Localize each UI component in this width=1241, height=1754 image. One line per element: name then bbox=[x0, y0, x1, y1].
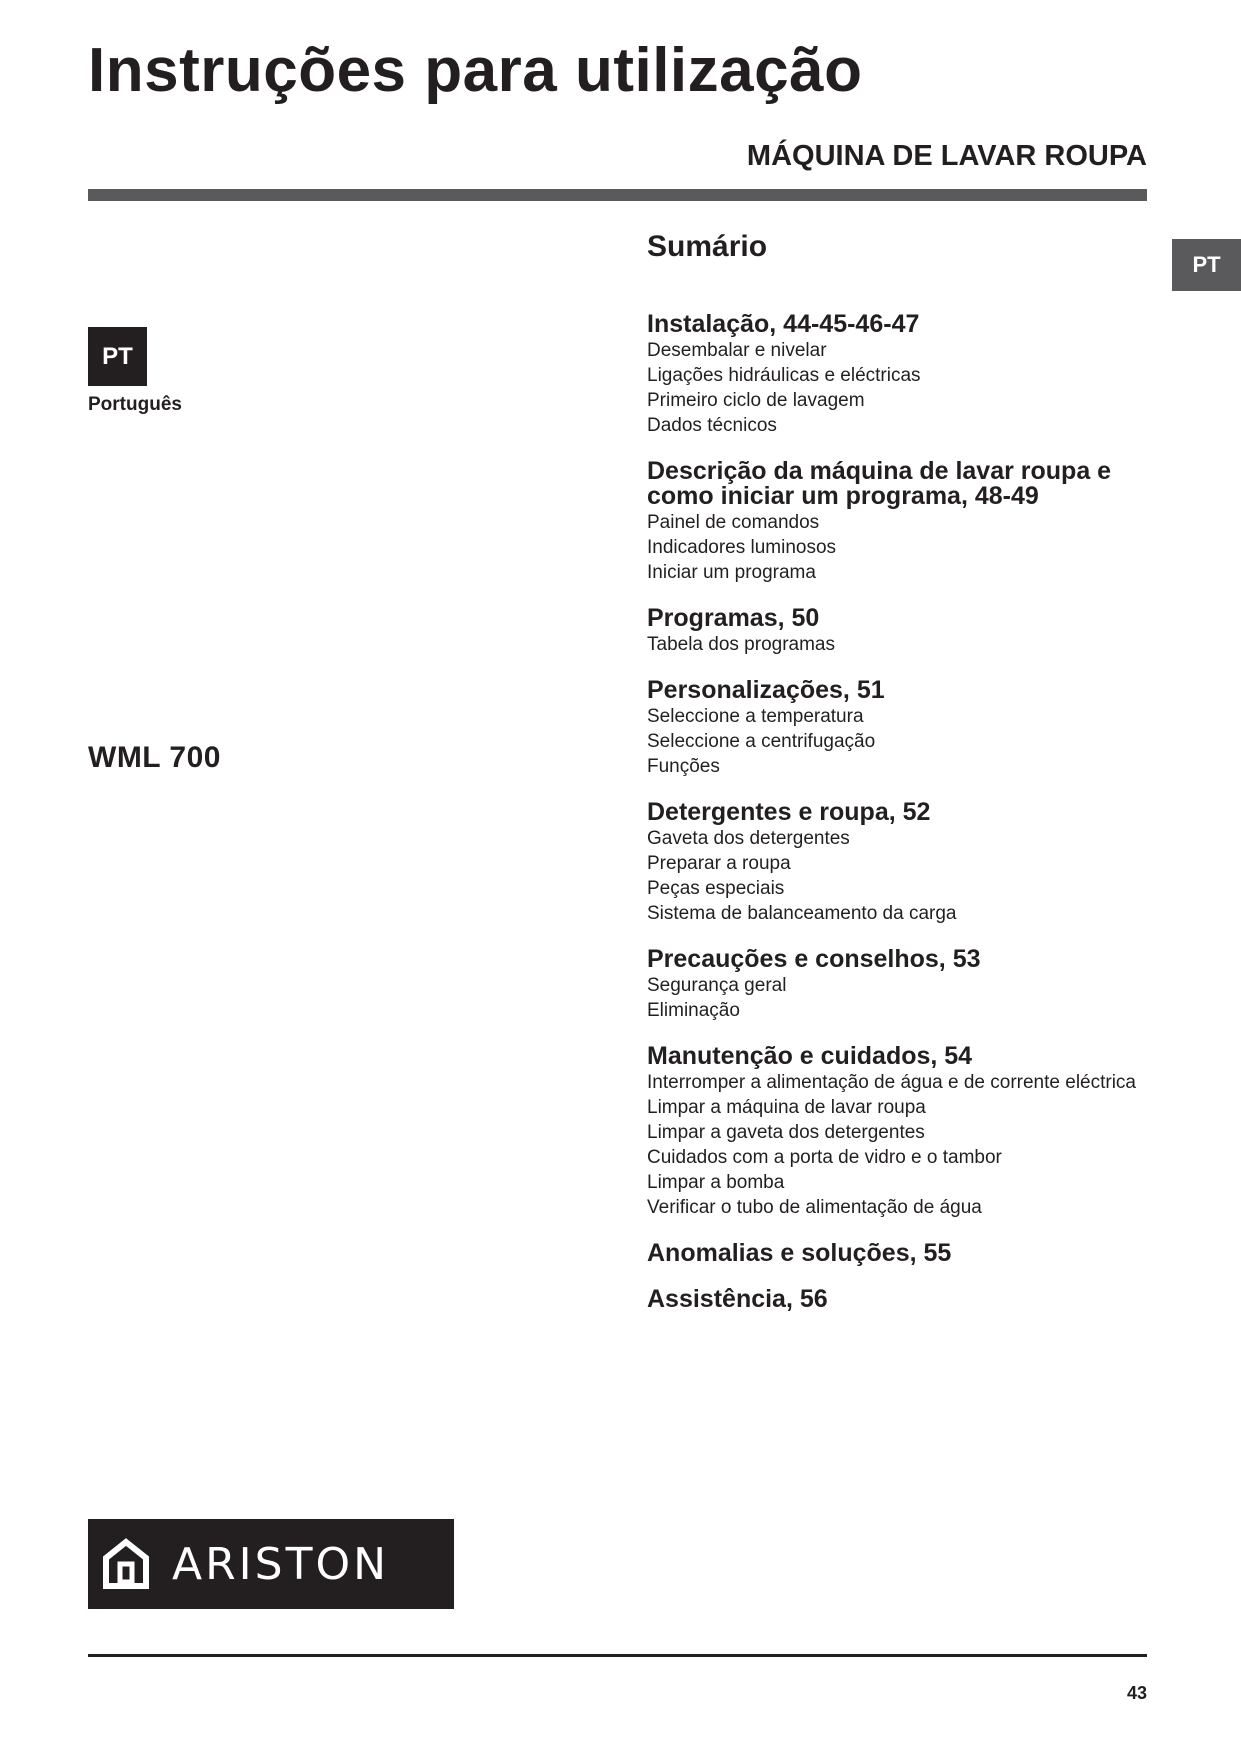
toc-item: Peças especiais bbox=[647, 878, 785, 899]
model-name: WML 700 bbox=[88, 741, 221, 774]
toc-section-heading: Instalação, 44-45-46-47 bbox=[647, 310, 920, 338]
page-title: Instruções para utilização bbox=[88, 36, 863, 105]
language-badge: PT bbox=[88, 327, 147, 386]
toc-item: Gaveta dos detergentes bbox=[647, 828, 850, 849]
toc-item-list bbox=[647, 826, 1147, 926]
toc-section bbox=[647, 1241, 1147, 1266]
brand-name: ARISTON bbox=[172, 1538, 390, 1590]
toc-item: Seleccione a centrifugação bbox=[647, 731, 876, 752]
toc-item-list bbox=[647, 973, 1147, 1023]
toc-section-heading: Precauções e conselhos, 53 bbox=[647, 945, 981, 973]
toc-item-list bbox=[647, 338, 1147, 438]
toc-section bbox=[647, 947, 1147, 1023]
toc-item: Desembalar e nivelar bbox=[647, 340, 827, 361]
language-name: Português bbox=[88, 394, 182, 415]
toc-section bbox=[647, 312, 1147, 438]
toc-item: Tabela dos programas bbox=[647, 634, 835, 655]
toc-item: Painel de comandos bbox=[647, 512, 820, 533]
toc-item-list bbox=[647, 1070, 1147, 1220]
toc-item: Seleccione a temperatura bbox=[647, 706, 864, 727]
header-divider bbox=[88, 189, 1147, 201]
toc-item: Interromper a alimentação de água e de corrente eléctrica bbox=[647, 1072, 1136, 1093]
toc-item: Limpar a gaveta dos detergentes bbox=[647, 1122, 925, 1143]
toc-item: Indicadores luminosos bbox=[647, 537, 837, 558]
toc-section-heading: Personalizações, 51 bbox=[647, 676, 885, 704]
toc-item: Ligações hidráulicas e eléctricas bbox=[647, 365, 921, 386]
product-subtitle: MÁQUINA DE LAVAR ROUPA bbox=[746, 140, 1147, 172]
toc-section bbox=[647, 459, 1147, 585]
toc-title: Sumário bbox=[647, 230, 768, 263]
toc-item: Segurança geral bbox=[647, 975, 787, 996]
toc-section-heading: Descrição da máquina de lavar roupa e como iniciar um programa, 48-49 bbox=[647, 457, 1112, 510]
ariston-logo bbox=[88, 1519, 454, 1609]
toc-item: Verificar o tubo de alimentação de água bbox=[647, 1197, 982, 1218]
toc-item: Primeiro ciclo de lavagem bbox=[647, 390, 865, 411]
page-number: 43 bbox=[1126, 1683, 1147, 1703]
toc-item: Cuidados com a porta de vidro e o tambor bbox=[647, 1147, 1002, 1168]
footer-divider bbox=[88, 1654, 1147, 1657]
toc-item-list bbox=[647, 704, 1147, 779]
toc-section-heading: Anomalias e soluções, 55 bbox=[647, 1239, 952, 1267]
table-of-contents bbox=[647, 312, 1147, 1333]
toc-item: Preparar a roupa bbox=[647, 853, 791, 874]
toc-item: Funções bbox=[647, 756, 720, 777]
toc-section-heading: Assistência, 56 bbox=[647, 1285, 828, 1313]
toc-item: Iniciar um programa bbox=[647, 562, 816, 583]
toc-section bbox=[647, 678, 1147, 779]
toc-item: Sistema de balanceamento da carga bbox=[647, 903, 957, 924]
toc-item: Limpar a bomba bbox=[647, 1172, 785, 1193]
toc-section-heading: Manutenção e cuidados, 54 bbox=[647, 1042, 973, 1070]
toc-section bbox=[647, 1044, 1147, 1220]
toc-item: Dados técnicos bbox=[647, 415, 777, 436]
toc-item: Limpar a máquina de lavar roupa bbox=[647, 1097, 926, 1118]
toc-item-list bbox=[647, 510, 1147, 585]
language-side-tab: PT bbox=[1172, 239, 1241, 291]
toc-section-heading: Detergentes e roupa, 52 bbox=[647, 798, 931, 826]
toc-item: Eliminação bbox=[647, 1000, 740, 1021]
toc-section bbox=[647, 800, 1147, 926]
house-icon bbox=[102, 1538, 150, 1590]
toc-section bbox=[647, 1287, 1147, 1312]
toc-section-heading: Programas, 50 bbox=[647, 604, 820, 632]
toc-item-list bbox=[647, 632, 1147, 657]
toc-section bbox=[647, 606, 1147, 657]
